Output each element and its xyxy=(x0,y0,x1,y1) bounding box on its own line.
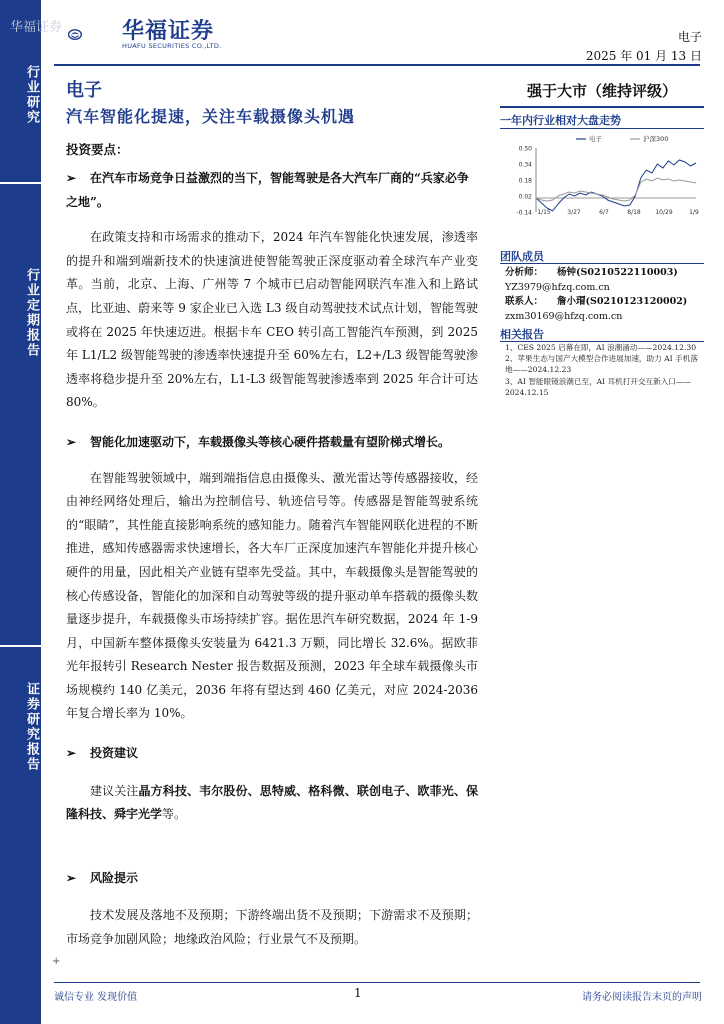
section-3-companies: 晶方科技、韦尔股份、思特威、格科微、联创电子、欧菲光、保隆科技、舜宇光学 xyxy=(66,783,478,822)
header-date: 2025 年 01 月 13 日 xyxy=(585,49,702,63)
chart-title-rule xyxy=(500,128,704,129)
contact-name: 詹小瑁(S0210123120002) xyxy=(557,296,688,307)
arrow-bullet-icon: ➢ xyxy=(66,434,77,449)
sidebar-label-industry-research: 行业研究 xyxy=(24,65,39,125)
series-line-electronics xyxy=(536,160,696,211)
section-1-body: 在政策支持和市场需求的推动下，2024 年汽车智能化快速发展，渗透率的提升和端到端新技术的快速演进使智能驾驶正深度驱动着全球汽车产业变革。当前，北京、上海、广州等 7 个城市已启动智能网联汽车准入和上路试点，比亚迪、蔚来等 9 家企业已入选 L3 级自动驾驶技术试点计划，智能驾驶或将在 2025 年快速迈进。根据卡车 CEO 转引高工智能汽车预测，到 2025 年 L1/L2 级智能驾驶的渗透率快速提升至 60%左右，L2+/L3 级智能驾驶渗透率将稳步提升至 20%左右，L1-L3 级智能驾驶渗透率到 2025 年合计可达 80%。 xyxy=(66,230,478,410)
brand-name-en: HUAFU SECURITIES CO.,LTD. xyxy=(122,42,222,50)
sidebar-divider xyxy=(0,182,41,184)
section-4-heading xyxy=(66,867,478,891)
rating-rule xyxy=(500,106,704,108)
plus-mark: + xyxy=(52,956,61,967)
sidebar-label-securities-report: 证券研究报告 xyxy=(24,682,39,772)
sidebar-label-periodic-report: 行业定期报告 xyxy=(24,268,39,358)
analyst-email: YZ3979@hfzq.com.cn xyxy=(505,281,610,293)
team-title-rule xyxy=(500,263,704,264)
y-tick-label: 0.50 xyxy=(518,145,532,153)
footer-rule xyxy=(54,982,700,983)
y-tick-label: 0.18 xyxy=(518,177,532,185)
section-2-title: 智能化加速驱动下，车载摄像头等核心硬件搭载量有望阶梯式增长。 xyxy=(90,434,451,449)
x-tick-label: 8/18 xyxy=(627,209,641,216)
page-number: 1 xyxy=(354,986,362,1000)
y-tick-label: 0.02 xyxy=(518,193,532,201)
x-tick-label: 1/9 xyxy=(689,209,699,216)
related-reports-list xyxy=(505,342,701,398)
footer-disclaimer: 请务必阅读报告末页的声明 xyxy=(582,992,702,1003)
legend-label: 沪深300 xyxy=(643,135,669,143)
sidebar-divider xyxy=(0,645,41,647)
section-3-body xyxy=(66,780,478,827)
related-report-item[interactable]: 1、CES 2025 启幕在即，AI 浪潮涌动——2024.12.30 xyxy=(505,343,697,352)
analyst-label: 分析师： xyxy=(505,267,544,278)
report-headline: 汽车智能化提速，关注车载摄像头机遇 xyxy=(66,107,356,126)
contact-email: zxm30169@hfzq.com.cn xyxy=(505,310,623,322)
x-tick-label: 10/29 xyxy=(655,209,673,216)
x-tick-label: 1/15 xyxy=(537,209,551,216)
arrow-bullet-icon: ➢ xyxy=(66,870,77,885)
related-title: 相关报告 xyxy=(500,328,544,341)
arrow-bullet-icon: ➢ xyxy=(66,746,77,761)
series-line-csi300 xyxy=(536,178,696,201)
x-tick-label: 6/7 xyxy=(599,209,609,216)
section-2-heading xyxy=(66,431,478,455)
industry-title: 电子 xyxy=(66,80,102,101)
contact-label: 联系人： xyxy=(505,296,544,307)
key-points-label: 投资要点： xyxy=(66,142,129,157)
team-title: 团队成员 xyxy=(500,250,544,263)
section-1-title: 在汽车市场竞争日益激烈的当下，智能驾驶是各大汽车厂商的“兵家必争之地”。 xyxy=(66,171,469,209)
rating-label: 强于大市（维持评级） xyxy=(526,82,677,100)
chart-title: 一年内行业相对大盘走势 xyxy=(500,114,621,127)
legend-label: 电子 xyxy=(589,135,602,143)
brand-name-cn: 华福证券 xyxy=(122,19,215,44)
section-3-heading xyxy=(66,742,478,766)
header-meta xyxy=(586,28,702,66)
arrow-bullet-icon: ➢ xyxy=(66,171,77,185)
huafu-logo-icon xyxy=(68,12,118,56)
related-report-item[interactable]: 3、AI 智能眼镜浪潮已至，AI 耳机打开交互新入口——2024.12.15 xyxy=(505,376,692,397)
sidebar xyxy=(0,0,41,1024)
section-4-title: 风险提示 xyxy=(90,870,139,885)
section-4-body: 技术发展及落地不及预期；下游终端出货不及预期；下游需求不及预期；市场竞争加剧风险；地缘政治风险；行业景气不及预期。 xyxy=(66,908,478,947)
header-sector: 电子 xyxy=(677,30,702,44)
section-1-heading xyxy=(66,167,478,214)
relative-performance-chart xyxy=(500,130,704,230)
footer-slogan: 诚信专业 发现价值 xyxy=(54,992,138,1003)
section-3-title: 投资建议 xyxy=(90,746,139,761)
y-tick-label: 0.34 xyxy=(518,161,532,169)
section-3-suffix: 等。 xyxy=(162,807,187,822)
y-tick-label: -0.14 xyxy=(516,209,532,217)
analyst-name: 杨钟(S0210522110003) xyxy=(557,267,678,278)
main-column xyxy=(66,167,478,952)
x-tick-label: 3/27 xyxy=(567,209,581,216)
header-rule xyxy=(54,64,700,66)
team-block xyxy=(505,266,705,324)
related-report-item[interactable]: 2、苹果生态与国产大模型合作进展加速，助力 AI 手机落地——2024.12.23 xyxy=(505,354,698,375)
watermark: 华福证券 xyxy=(10,20,63,35)
section-3-prefix: 建议关注 xyxy=(90,783,139,798)
section-2-body: 在智能驾驶领域中，端到端指信息由摄像头、激光雷达等传感器接收，经由神经网络处理后，输出为控制信号、轨迹信号等。传感器是智能驾驶系统的“眼睛”，其性能直接影响系统的感知能力。随着汽车智能网联化进程的不断推进，感知传感器需求快速增长，各大车厂正深度加速汽车智能化并提升核心硬件的用量，因此相关产业链有望率先受益。其中，车载摄像头是智能驾驶的核心传感设备，智能化的加深和自动驾驶等级的提升驱动单车搭载的摄像头数量逐步提升，车载摄像头市场持续扩容。据佐思汽车研究数据，2024 年 1-9 月，中国新车整体摄像头安装量为 6421.3 万颗，同比增长 32.6%。据欧菲光年报转引 Research Nester 报告数据及预测，2023 年全球车载摄像头市场规模约 140 亿美元，2036 年将有望达到 460 亿美元，对应 2024-2036 年复合增长率为 10%。 xyxy=(66,470,478,721)
